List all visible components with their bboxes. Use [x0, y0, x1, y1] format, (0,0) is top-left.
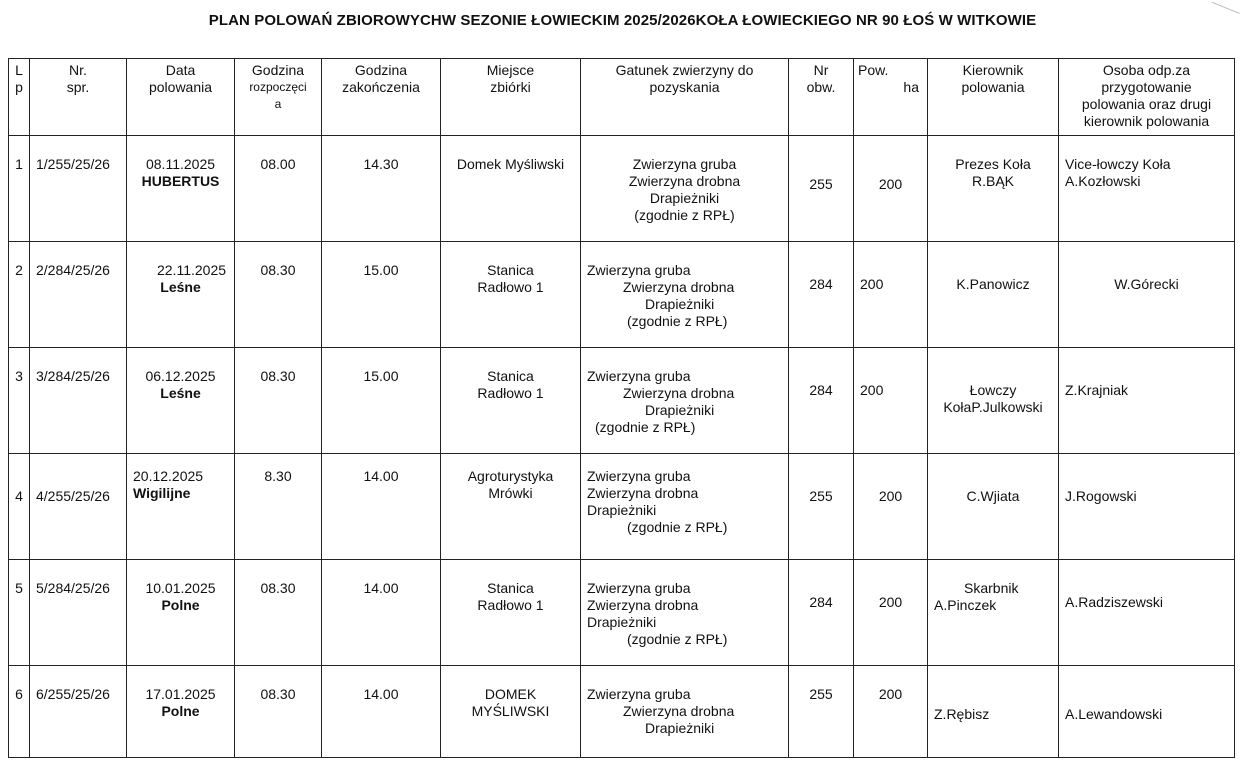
cell-game: Zwierzyna gruba Zwierzyna drobna Drapieżniki (zgodnie z RPŁ)	[581, 348, 789, 454]
cell-start: 08.30	[235, 348, 322, 454]
table-row	[9, 454, 1235, 560]
cell-leader: C.Wjiata	[928, 454, 1059, 560]
cell-place: Stanica Radłowo 1	[441, 560, 581, 666]
table-row	[9, 560, 1235, 666]
cell-date: 22.11.2025 Leśne	[127, 242, 235, 348]
header-responsible-person: Osoba odp.za przygotowanie polowania oraz drugi kierownik polowania	[1059, 59, 1235, 136]
cell-start: 08.30	[235, 242, 322, 348]
cell-responsible: Vice-łowczy Koła A.Kozłowski	[1059, 136, 1235, 242]
header-end-time: Godzina zakończenia	[322, 59, 441, 136]
cell-nr: 5/284/25/26	[30, 560, 127, 666]
cell-area: 200	[854, 666, 928, 758]
cell-district: 284	[789, 348, 854, 454]
cell-start: 08.00	[235, 136, 322, 242]
cell-game: Zwierzyna gruba Zwierzyna drobna Drapieżniki (zgodnie z RPŁ)	[581, 454, 789, 560]
cell-nr: 1/255/25/26	[30, 136, 127, 242]
cell-place: Stanica Radłowo 1	[441, 348, 581, 454]
cell-leader: Z.Rębisz	[928, 666, 1059, 758]
header-lp: L p	[9, 59, 30, 136]
cell-lp: 1	[9, 136, 30, 242]
header-game-species: Gatunek zwierzyny do pozyskania	[581, 59, 789, 136]
cell-responsible: A.Lewandowski	[1059, 666, 1235, 758]
cell-date: 17.01.2025 Polne	[127, 666, 235, 758]
header-row	[9, 59, 1235, 136]
cell-game: Zwierzyna gruba Zwierzyna drobna Drapieżniki	[581, 666, 789, 758]
cell-date: 10.01.2025 Polne	[127, 560, 235, 666]
cell-end: 14.30	[322, 136, 441, 242]
cell-game: Zwierzyna gruba Zwierzyna drobna Drapieżniki (zgodnie z RPŁ)	[581, 560, 789, 666]
cell-district: 255	[789, 454, 854, 560]
document-title: PLAN POLOWAŃ ZBIOROWYCHW SEZONIE ŁOWIECKIM 2025/2026KOŁA ŁOWIECKIEGO NR 90 ŁOŚ W WITKOWIE	[208, 12, 1037, 29]
cell-nr: 2/284/25/26	[30, 242, 127, 348]
cell-area: 200	[854, 454, 928, 560]
cell-area: 200	[854, 242, 928, 348]
cell-district: 255	[789, 136, 854, 242]
hunting-plan-table	[8, 58, 1235, 758]
cell-responsible: A.Radziszewski	[1059, 560, 1235, 666]
table-row	[9, 136, 1235, 242]
cell-nr: 4/255/25/26	[30, 454, 127, 560]
cell-lp: 6	[9, 666, 30, 758]
cell-district: 284	[789, 560, 854, 666]
header-area: Pow. ha	[854, 59, 928, 136]
cell-responsible: Z.Krajniak	[1059, 348, 1235, 454]
cell-area: 200	[854, 136, 928, 242]
table-row	[9, 348, 1235, 454]
cell-end: 14.00	[322, 560, 441, 666]
cell-date: 08.11.2025 HUBERTUS	[127, 136, 235, 242]
cell-nr: 3/284/25/26	[30, 348, 127, 454]
cell-district: 255	[789, 666, 854, 758]
cell-lp: 2	[9, 242, 30, 348]
cell-game: Zwierzyna gruba Zwierzyna drobna Drapieżniki (zgodnie z RPŁ)	[581, 136, 789, 242]
header-district-nr: Nr obw.	[789, 59, 854, 136]
cell-start: 8.30	[235, 454, 322, 560]
cell-leader: Łowczy KołaP.Julkowski	[928, 348, 1059, 454]
header-nr-spr: Nr. spr.	[30, 59, 127, 136]
table-row	[9, 666, 1235, 758]
cell-place: DOMEK MYŚLIWSKI	[441, 666, 581, 758]
cell-place: Agroturystyka Mrówki	[441, 454, 581, 560]
cell-responsible: J.Rogowski	[1059, 454, 1235, 560]
cell-game: Zwierzyna gruba Zwierzyna drobna Drapieżniki (zgodnie z RPŁ)	[581, 242, 789, 348]
cell-lp: 5	[9, 560, 30, 666]
cell-date: 06.12.2025 Leśne	[127, 348, 235, 454]
cell-area: 200	[854, 560, 928, 666]
cell-start: 08.30	[235, 560, 322, 666]
cell-start: 08.30	[235, 666, 322, 758]
cell-leader: Skarbnik A.Pinczek	[928, 560, 1059, 666]
header-hunt-leader: Kierownik polowania	[928, 59, 1059, 136]
cell-date: 20.12.2025 Wigilijne	[127, 454, 235, 560]
cell-nr: 6/255/25/26	[30, 666, 127, 758]
cell-place: Stanica Radłowo 1	[441, 242, 581, 348]
cell-place: Domek Myśliwski	[441, 136, 581, 242]
cell-end: 14.00	[322, 666, 441, 758]
cell-end: 14.00	[322, 454, 441, 560]
cell-leader: Prezes Koła R.BĄK	[928, 136, 1059, 242]
header-start-time: Godzina rozpoczęci a	[235, 59, 322, 136]
cell-leader: K.Panowicz	[928, 242, 1059, 348]
header-meeting-place: Miejsce zbiórki	[441, 59, 581, 136]
cell-lp: 3	[9, 348, 30, 454]
cell-end: 15.00	[322, 242, 441, 348]
cell-district: 284	[789, 242, 854, 348]
cell-lp: 4	[9, 454, 30, 560]
table-row	[9, 242, 1235, 348]
header-date: Data polowania	[127, 59, 235, 136]
cell-end: 15.00	[322, 348, 441, 454]
cell-responsible: W.Górecki	[1059, 242, 1235, 348]
cell-area: 200	[854, 348, 928, 454]
